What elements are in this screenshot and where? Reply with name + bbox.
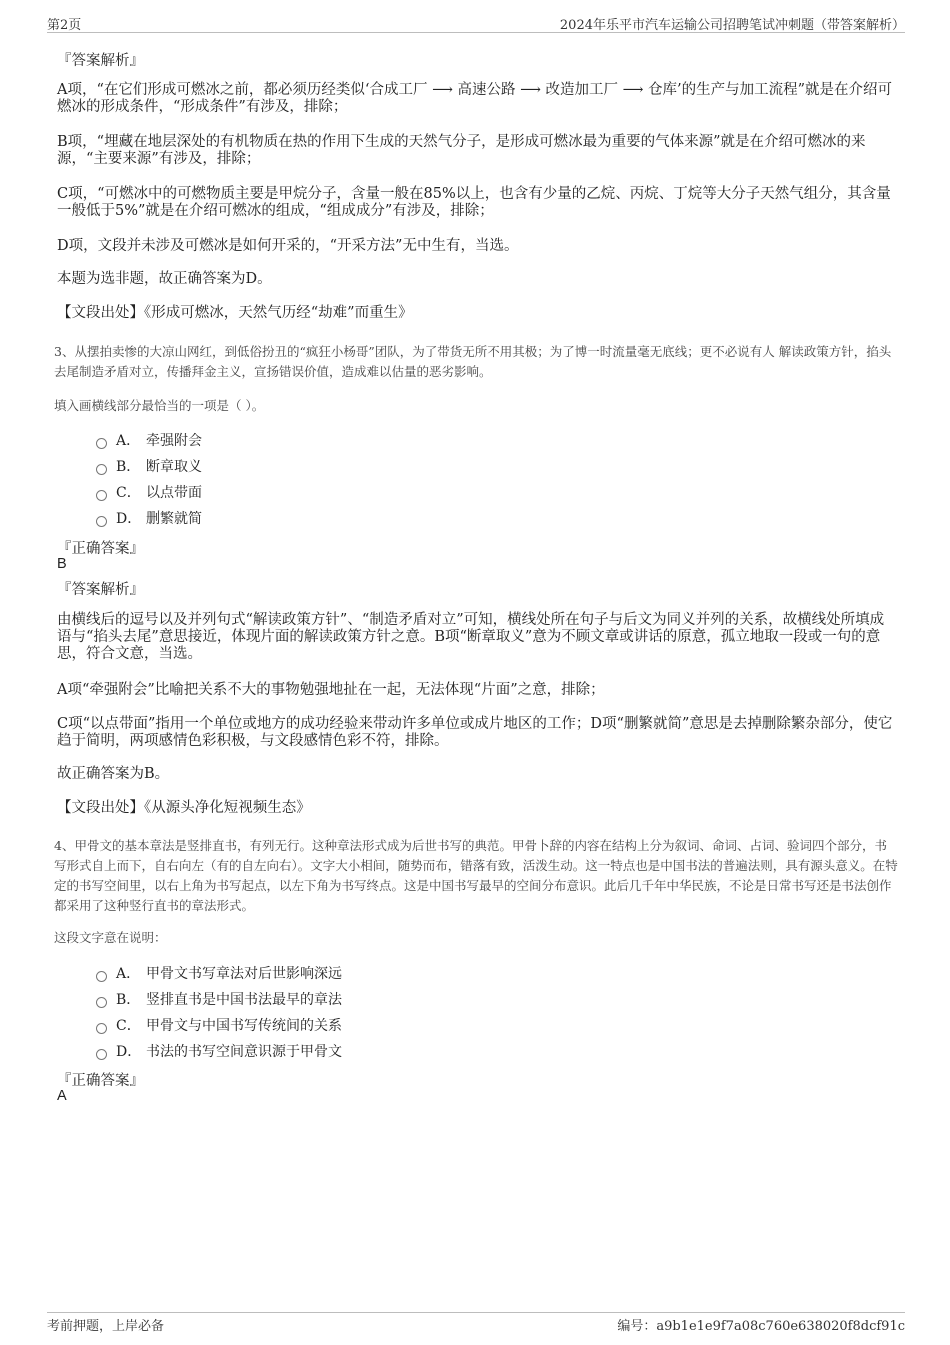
- radio-icon[interactable]: [96, 1049, 107, 1060]
- analysis-paragraph-c: C项，“可燃冰中的可燃物质主要是甲烷分子，含量一般在85%以上，也含有少量的乙烷、丙烷、丁烷等大分子天然气组分，其含量一般低于5%”就是在介绍可燃冰的组成，“组成成分”有涉及，排除；: [57, 186, 891, 219]
- question-3-stem: 3、从摆拍卖惨的大凉山网红，到低俗扮丑的“疯狂小杨哥”团队，为了带货无所不用其极；为了博一时流量毫无底线；更不必说有人 解读政策方针，掐头去尾制造矛盾对立，传播拜金主义，宣扬错误价值，造成难以估量的恶劣影响。: [54, 344, 892, 379]
- page-footer: [47, 1312, 905, 1335]
- option-d[interactable]: D． 删繁就简: [96, 505, 202, 531]
- source-citation: 【文段出处】《从源头净化短视频生态》: [57, 800, 311, 816]
- correct-answer: B: [57, 556, 67, 572]
- option-c[interactable]: C． 甲骨文与中国书写传统间的关系: [96, 1012, 342, 1038]
- radio-icon[interactable]: [96, 464, 107, 475]
- source-citation: 【文段出处】《形成可燃冰，天然气历经“劫难”而重生》: [57, 305, 413, 321]
- option-a[interactable]: A． 牵强附会: [96, 427, 202, 453]
- document-title: 2024年乐平市汽车运输公司招聘笔试冲刺题（带答案解析）: [559, 18, 905, 33]
- option-d[interactable]: D． 书法的书写空间意识源于甲骨文: [96, 1038, 342, 1064]
- page-number: 第2页: [47, 18, 82, 33]
- analysis-paragraph-2: A项“牵强附会”比喻把关系不大的事物勉强地扯在一起，无法体现“片面”之意，排除；: [57, 682, 605, 698]
- footer-slogan: 考前押题，上岸必备: [47, 1319, 165, 1334]
- question-4-options: [96, 960, 342, 1064]
- question-4-stem: 4、甲骨文的基本章法是竖排直书，有列无行。这种章法形式成为后世书写的典范。甲骨卜辞的内容在结构上分为叙词、命词、占词、验词四个部分，书写形式自上而下，自右向左（有的自左向右）。文字大小相间，随势而布，错落有致，活泼生动。这一特点也是中国书法的普遍法则，具有源头意义。在特定的书写空间里，以右上角为书写起点，以左下角为书写终点。这是中国书写最早的空间分布意识。此后几千年中华民族，不论是日常书写还是书法创作都采用了这种竖行直书的章法形式。: [54, 838, 898, 913]
- radio-icon[interactable]: [96, 997, 107, 1008]
- analysis-tag: 『答案解析』: [57, 582, 144, 598]
- document-code: 编号：a9b1e1e9f7a08c760e638020f8dcf91c: [617, 1319, 905, 1334]
- analysis-paragraph-a: A项，“在它们形成可燃冰之前，都必须历经类似‘合成工厂 ⟶ 高速公路 ⟶ 改造加工厂 ⟶ 仓库’的生产与加工流程”就是在介绍可燃冰的形成条件，“形成条件”有涉及，排除；: [57, 82, 893, 115]
- option-b[interactable]: B． 断章取义: [96, 453, 202, 479]
- analysis-paragraph-3: C项“以点带面”指用一个单位或地方的成功经验来带动许多单位或成片地区的工作；D项“删繁就简”意思是去掉删除繁杂部分，使它趋于简明，两项感情色彩积极，与文段感情色彩不符，排除。: [57, 716, 893, 749]
- question-4-prompt: 这段文字意在说明：: [54, 930, 167, 945]
- option-a[interactable]: A． 甲骨文书写章法对后世影响深远: [96, 960, 342, 986]
- analysis-conclusion: 本题为选非题，故正确答案为D。: [57, 271, 272, 287]
- analysis-paragraph-d: D项，文段并未涉及可燃冰是如何开采的，“开采方法”无中生有，当选。: [57, 238, 519, 254]
- correct-answer-tag: 『正确答案』: [57, 541, 144, 557]
- option-b[interactable]: B． 竖排直书是中国书法最早的章法: [96, 986, 342, 1012]
- question-3-prompt: 填入画横线部分最恰当的一项是（ ）。: [54, 398, 265, 413]
- radio-icon[interactable]: [96, 516, 107, 527]
- question-3-options: [96, 427, 202, 531]
- radio-icon[interactable]: [96, 971, 107, 982]
- analysis-tag: 『答案解析』: [57, 53, 144, 69]
- radio-icon[interactable]: [96, 490, 107, 501]
- analysis-paragraph-b: B项，“埋藏在地层深处的有机物质在热的作用下生成的天然气分子，是形成可燃冰最为重要的气体来源”就是在介绍可燃冰的来源，“主要来源”有涉及，排除；: [57, 134, 866, 167]
- analysis-conclusion: 故正确答案为B。: [57, 766, 170, 782]
- radio-icon[interactable]: [96, 438, 107, 449]
- option-c[interactable]: C． 以点带面: [96, 479, 202, 505]
- correct-answer-tag: 『正确答案』: [57, 1073, 144, 1089]
- analysis-paragraph-1: 由横线后的逗号以及并列句式“解读政策方针”、“制造矛盾对立”可知，横线处所在句子与后文为同义并列的关系，故横线处所填成语与“掐头去尾”意思接近，体现片面的解读政策方针之意。B项“断章取义”意为不顾文章或讲话的原意，孤立地取一段或一句的意思，符合文意，当选。: [57, 612, 885, 662]
- page-header: [47, 12, 905, 33]
- radio-icon[interactable]: [96, 1023, 107, 1034]
- correct-answer: A: [57, 1088, 67, 1104]
